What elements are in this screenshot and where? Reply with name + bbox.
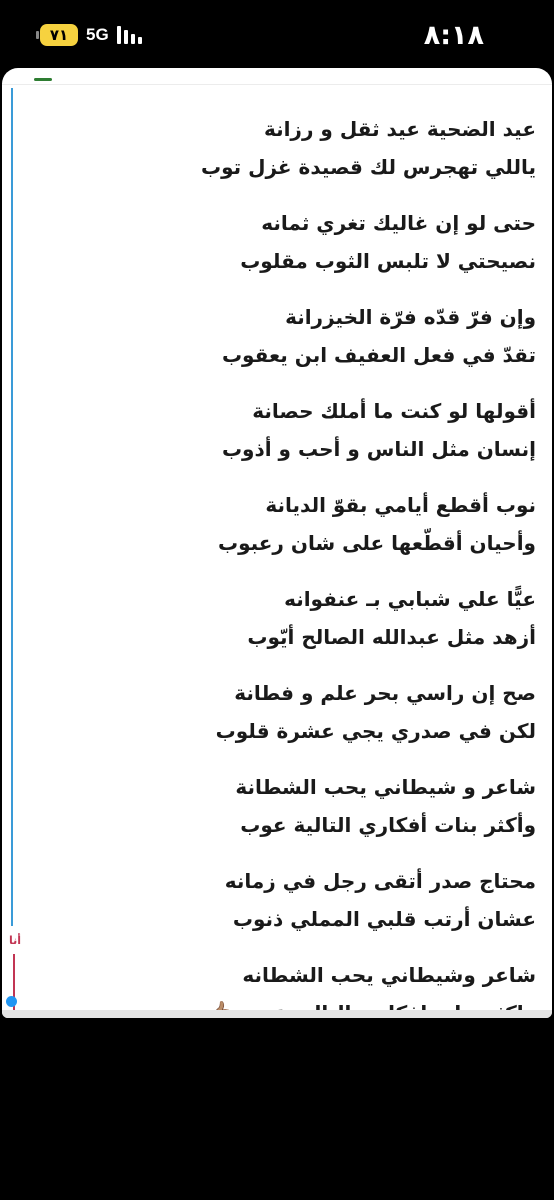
poem-stanza (36, 580, 536, 674)
divider (2, 84, 552, 85)
poem-line: عيًّا علي شبابي بـ عنفوانه (284, 587, 536, 611)
poem-line: عشان أرتب قلبي المملي ذنوب (232, 907, 536, 931)
poem-line: تقدّ في فعل العفيف ابن يعقوب (221, 343, 536, 367)
poem-stanza (36, 956, 536, 1018)
poem-stanza (36, 768, 536, 862)
poem-line: نوب أقطع أيامي بقوّ الديانة (265, 493, 536, 517)
poem-text (36, 110, 536, 1018)
card-footer-bar (2, 1010, 552, 1018)
battery-level: ٧١ (49, 26, 69, 44)
poem-line: شاعر و شيطاني يحب الشطانة (235, 775, 536, 799)
status-time: ٨:١٨ (423, 20, 484, 51)
status-bar (0, 0, 554, 70)
thread-dot-icon (6, 996, 17, 1007)
poem-line: أقولها لو كنت ما أملك حصانة (252, 399, 536, 423)
bottom-area (0, 1018, 554, 1200)
author-label: أنا (8, 934, 22, 947)
thread-line (11, 88, 13, 926)
poem-line: وأحيان أقطّعها على شان رعبوب (217, 531, 536, 555)
poem-line: نصيحتي لا تلبس الثوب مقلوب (240, 249, 536, 273)
poem-stanza (36, 674, 536, 768)
poem-stanza (36, 862, 536, 956)
poem-line: صح إن راسي بحر علم و فطانة (234, 681, 536, 705)
poem-line: ياللي تهجرس لك قصيدة غزل توب (201, 155, 536, 179)
poem-line: وأكثر بنات أفكاري التالية عوب (240, 813, 536, 837)
poem-stanza (36, 204, 536, 298)
poem-stanza (36, 298, 536, 392)
battery-icon (40, 24, 78, 46)
poem-line: وإن فرّ قدّه فرّة الخيزرانة (285, 305, 536, 329)
network-type: 5G (86, 25, 109, 44)
post-card (2, 68, 552, 1018)
poem-stanza (36, 392, 536, 486)
poem-line: محتاج صدر أتقى رجل في زمانه (224, 869, 536, 893)
poem-line: شاعر وشيطاني يحب الشطانه (242, 963, 536, 987)
poem-line: أزهد مثل عبدالله الصالح أيّوب (247, 625, 536, 649)
poem-line: عيد الضحية عيد ثقل و رزانة (263, 117, 536, 141)
poem-line: إنسان مثل الناس و أحب و أذوب (221, 437, 536, 461)
signal-strength-icon (117, 26, 142, 44)
status-indicators (40, 24, 142, 46)
poem-stanza (36, 110, 536, 204)
poem-line: لكن في صدري يجي عشرة قلوب (215, 719, 536, 743)
poem-line: حتى لو إن غاليك تغري ثمانه (261, 211, 536, 235)
flag-icon (34, 78, 52, 81)
poem-stanza (36, 486, 536, 580)
